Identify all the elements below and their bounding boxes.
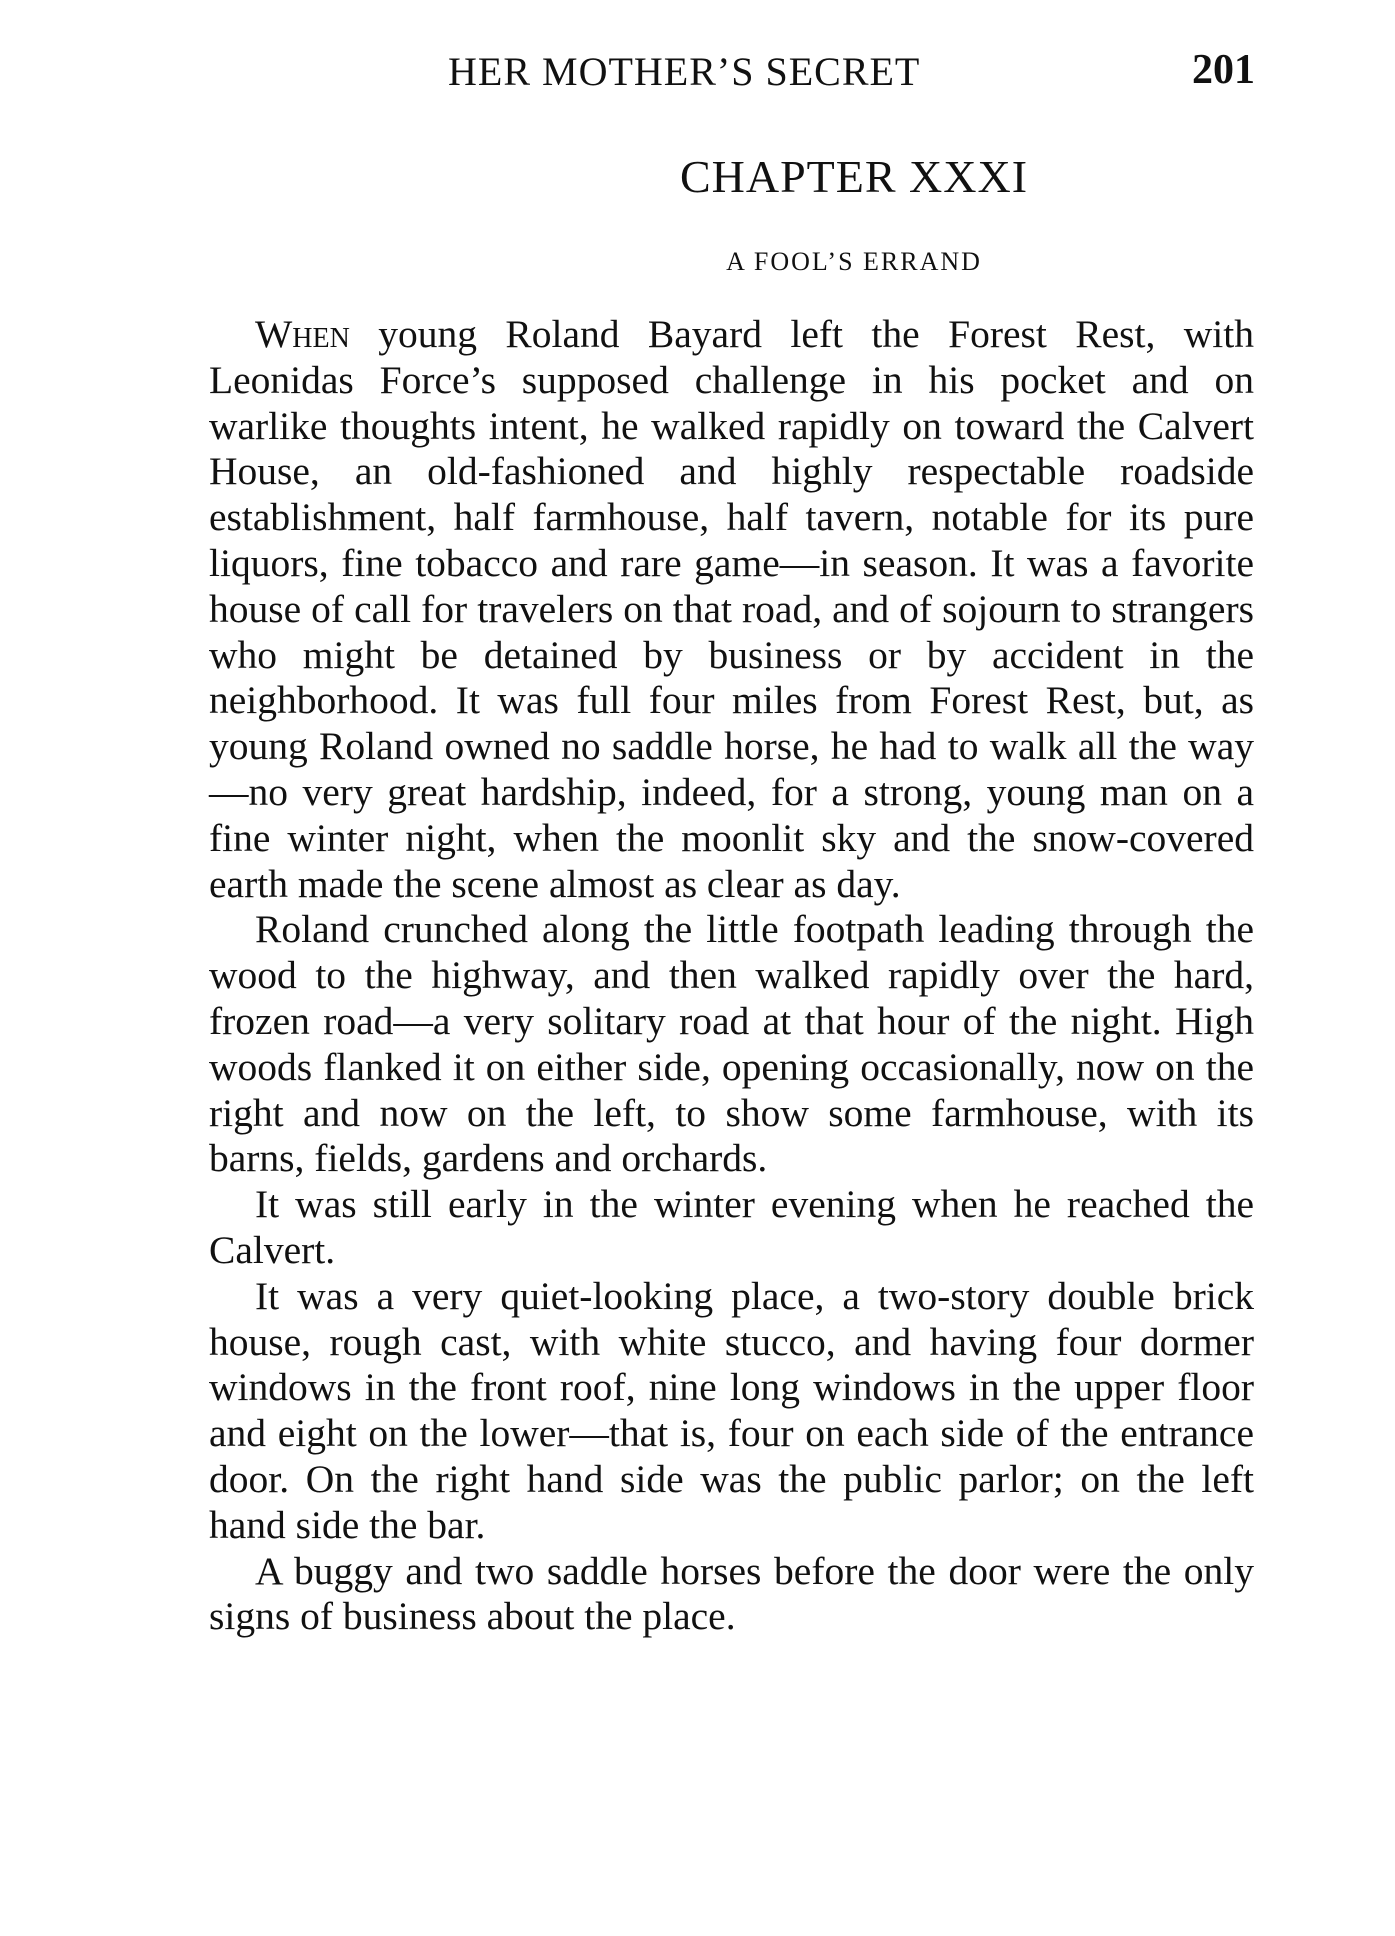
paragraph-lead-word: When [255, 312, 350, 356]
paragraph-2: Roland crunched along the little footpath leading through the wood to the highway, and then walked rapidly over the hard, frozen road—a very solitary road at that hour of the night. High woods flanked it on either side, opening occasionally, now on the right and now on the left, to show some farmhouse, with its barns, fields, gardens and orchards. [209, 907, 1254, 1181]
paragraph-5: A buggy and two saddle horses before the door were the only signs of business about the place. [209, 1548, 1254, 1639]
page-number: 201 [1192, 47, 1255, 93]
chapter-subtitle: A FOOL’S ERRAND [726, 247, 982, 276]
running-title: HER MOTHER’S SECRET [448, 49, 921, 94]
running-head [200, 48, 1255, 98]
paragraph-1 [209, 312, 1254, 907]
paragraph-1-text: young Roland Bayard left the Forest Rest, with Leonidas Force’s supposed challenge in his pocket and on warlike thoughts intent, he walked rapidly on toward the Calvert House, an old-fashioned and highly respectable roadside establishment, half farmhouse, half tavern, notable for its pure liquors, fine tobacco and rare game—in season. It was a favorite house of call for travelers on that road, and of sojourn to strangers who might be detained by business or by accident in the neighborhood. It was full four miles from Forest Rest, but, as young Roland owned no saddle horse, he had to walk all the way—no very great hardship, indeed, for a strong, young man on a fine winter night, when the moonlit sky and the snow-covered earth made the scene almost as clear as day. [209, 312, 1254, 906]
paragraph-3: It was still early in the winter evening when he reached the Calvert. [209, 1182, 1254, 1272]
chapter-heading: CHAPTER XXXI [679, 151, 1029, 202]
chapter-body [209, 312, 1254, 1640]
paragraph-4: It was a very quiet-looking place, a two-story double brick house, rough cast, with white stucco, and having four dormer windows in the front roof, nine long windows in the upper floor and eight on the lower—that is, four on each side of the entrance door. On the right hand side was the public parlor; on the left hand side the bar. [209, 1273, 1254, 1547]
